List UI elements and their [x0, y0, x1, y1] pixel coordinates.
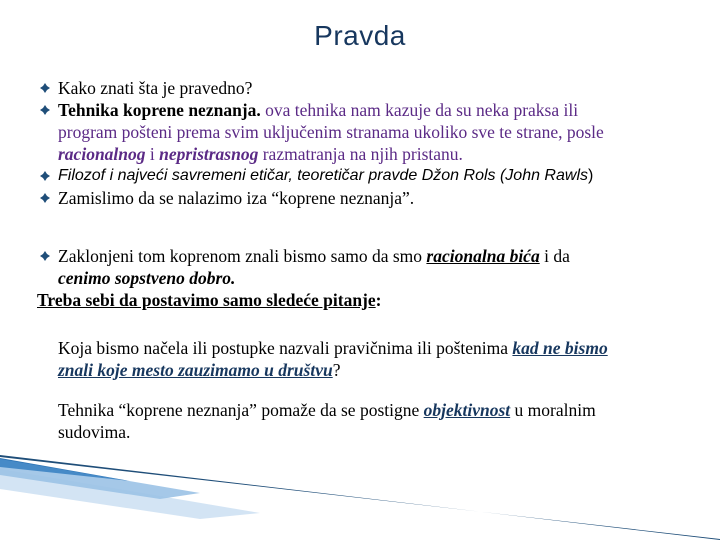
question-intro-text: Treba sebi da postavimo samo sledeće pitanje	[37, 290, 376, 310]
bullet-zaklonjeni-line2: cenimo sopstveno dobro.	[58, 268, 236, 288]
term-znali-koje-mesto: znali koje mesto zauzimamo u društvu	[58, 360, 333, 380]
technique-tail: razmatranja na njih pristanu.	[258, 144, 463, 164]
bullet-icon	[40, 251, 50, 261]
key-question-mark: ?	[332, 360, 341, 380]
key-question-line2	[58, 359, 341, 381]
conclusion-line2: sudovima.	[58, 422, 131, 442]
zaklonjeni-post: i da	[539, 246, 570, 266]
decorative-swoosh	[0, 455, 720, 540]
bullet-zaklonjeni-line1	[58, 245, 570, 267]
technique-name: Tehnika koprene neznanja.	[58, 100, 261, 120]
term-racionalna-bica: racionalna bića	[426, 246, 540, 266]
bullet-tehnika-line2: program pošteni prema svim uključenim stranama ukoliko sve te strane, posle	[58, 122, 604, 142]
term-objektivnost: objektivnost	[423, 400, 511, 420]
conclusion-pre: Tehnika “koprene neznanja” pomaže da se postigne	[58, 400, 424, 420]
term-nepristrasnog: nepristrasnog	[159, 144, 259, 164]
conclusion-post: u moralnim	[510, 400, 596, 420]
bullet-icon	[40, 83, 50, 93]
technique-description: ova tehnika nam kazuje da su neka praksa ili	[260, 100, 579, 120]
key-question-line1	[58, 337, 608, 359]
bullet-zamislimo: Zamislimo da se nalazimo iza “koprene neznanja”.	[58, 188, 415, 208]
term-racionalnog: racionalnog	[58, 144, 146, 164]
bullet-kako-znati	[58, 77, 252, 99]
question-intro-colon: :	[375, 290, 382, 310]
bullet-icon	[40, 193, 50, 203]
question-intro	[37, 289, 381, 311]
bullet-icon	[40, 105, 50, 115]
bullet-rols	[58, 165, 593, 187]
bullet-tehnika-line3	[58, 143, 463, 165]
slide-title: Pravda	[314, 20, 406, 51]
bullet-tehnika-line1	[58, 99, 578, 121]
conjunction: i	[145, 144, 160, 164]
bullet-icon	[40, 171, 50, 181]
zaklonjeni-pre: Zaklonjeni tom koprenom znali bismo samo da smo	[58, 246, 427, 266]
key-question-pre: Koja bismo načela ili postupke nazvali pravičnima ili poštenima	[58, 338, 513, 358]
term-kad-ne-bismo: kad ne bismo	[512, 338, 608, 358]
question-text: Kako znati šta je pravedno?	[58, 78, 253, 98]
rawls-close: )	[588, 167, 594, 184]
conclusion-line1	[58, 399, 596, 421]
rawls-text: Filozof i najveći savremeni etičar, teoretičar pravde Džon Rols (John Rawls	[58, 167, 588, 184]
